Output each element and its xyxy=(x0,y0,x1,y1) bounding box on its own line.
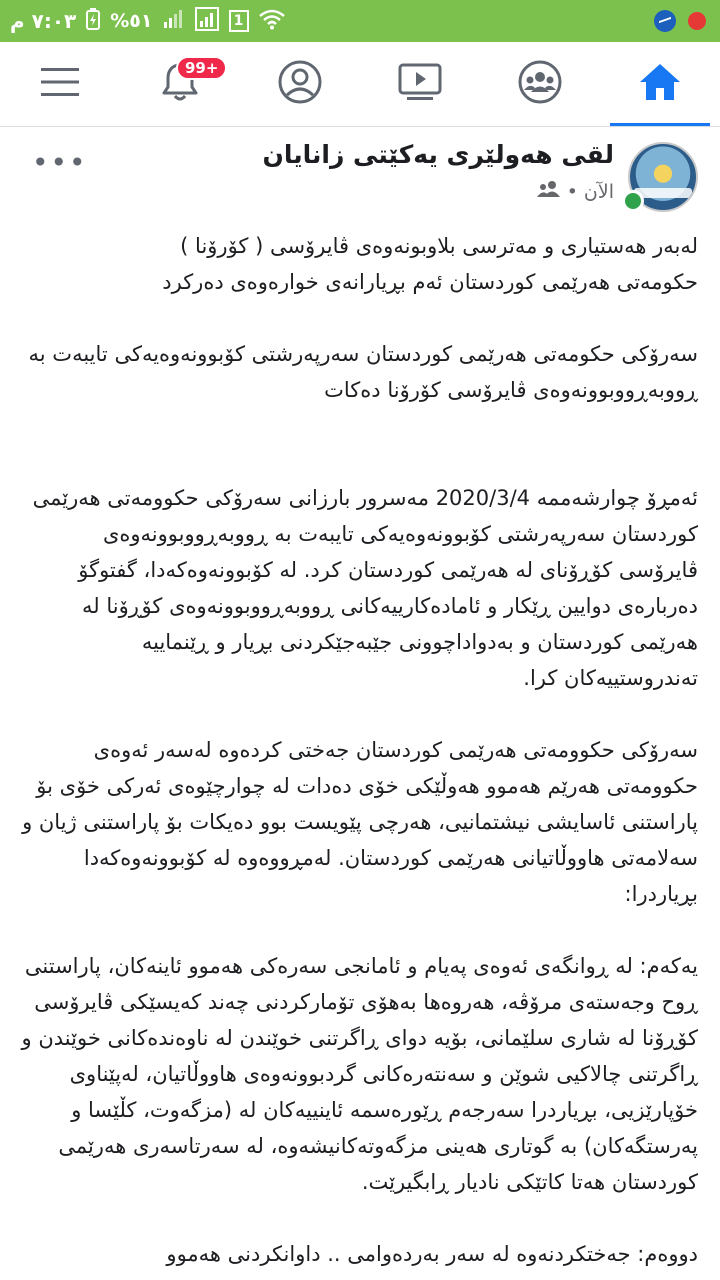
battery-icon xyxy=(86,8,100,34)
sim-icon: 1 xyxy=(229,10,249,32)
separator-dot: • xyxy=(566,180,578,203)
post-header xyxy=(0,126,720,226)
status-bar xyxy=(0,0,720,42)
messenger-icon xyxy=(654,10,676,32)
wifi-icon xyxy=(259,8,285,34)
more-options-icon[interactable]: ••• xyxy=(32,146,88,179)
post-paragraph-2: سەرۆکی حکومەتی هەرێمی کوردستان سەرپەرشتی کۆبوونەوەیەکی تایبەت بە ڕووبەڕووبوونەوەی ڤایرۆسی کۆرۆنا دەکات xyxy=(28,342,698,402)
tab-profile[interactable] xyxy=(240,42,360,126)
tab-notifications[interactable] xyxy=(120,42,240,126)
home-icon xyxy=(638,61,682,107)
recording-icon xyxy=(688,12,706,30)
page-name[interactable]: لقی هەولێری یەکێتی زانایان xyxy=(262,140,614,169)
menu-icon xyxy=(40,66,80,102)
friends-icon xyxy=(537,180,561,203)
tab-home[interactable] xyxy=(600,42,720,126)
tab-watch[interactable] xyxy=(360,42,480,126)
profile-icon xyxy=(277,59,323,109)
signal-icon-2 xyxy=(195,7,219,35)
post-paragraph-4: سەرۆکی حکوومەتی هەرێمی کوردستان جەختی کردەوە لەسەر ئەوەی حکوومەتی هەرێم هەموو هەوڵێکی خۆی دەدات لە چوارچێوەی ئەرکی خۆی بۆ پاراستنی ئاسایشی نیشتمانیی، هەرچی پێویست بوو دەیکات بۆ پاراستنی ژیان و سەلامەتی هاووڵاتیانی هەرێمی کوردستان. لەمڕووەوە لە کۆبوونەوەکەدا بڕیاردرا: xyxy=(22,738,698,906)
post-paragraph-6: دووەم: جەختکردنەوە لە سەر بەردەوامی .. داوانکردنی هەموو xyxy=(166,1242,698,1266)
post-paragraph-3: ئەمڕۆ چوارشەممە 2020/3/4 مەسرور بارزانی سەرۆکی حکوومەتی هەرێمی کوردستان سەرپەرشتی کۆبوونەوەیەکی تایبەت بە ڕووبەڕووبوونەوەی ڤایرۆسی کۆڕۆنای لە هەرێمی کوردستان کرد. لە کۆبوونەوەکەدا، گفتوگۆ دەربارەی دوایین ڕێکار و ئامادەکارییەکانی ڕووبەڕووبوونەوەی کۆڕۆنا لە هەرێمی کوردستان و بەدواداچوونی جێبەجێکردنی بڕیار و ڕێنماییە تەندروستییەکان کرا. xyxy=(32,486,698,690)
status-right xyxy=(654,0,706,42)
status-left xyxy=(10,0,285,42)
online-indicator xyxy=(622,190,644,212)
post-paragraph-1: لەبەر هەستیاری و مەترسی بلاوبونەوەی ڤایرۆسی ( کۆرۆنا ) حکومەتی هەرێمی کوردستان ئەم بڕیارانەی خوارەوەی دەرکرد xyxy=(162,234,698,294)
top-nav-bar xyxy=(0,42,720,127)
groups-icon xyxy=(517,59,563,109)
battery-percent: %٥١ xyxy=(110,10,153,32)
post-paragraph-5: یەکەم: لە ڕوانگەی ئەوەی پەیام و ئامانجی سەرەکی هەموو ئاینەکان، پاراستنی ڕوح وجەستەی مرۆڤە، هەروەها بەهۆی تۆمارکردنی چەند کەیسێکی ڤایرۆسی کۆڕۆنا لە شاری سلێمانی، بۆیە دوای ڕاگرتنی خوێندن لە ناوەندەکانی خوێندن و ڕاگرتنی چالاکیی شوێن و سەنتەرەکانی گردبوونەوەی هاووڵاتیان، لەپێناوی خۆپارێزیی، بڕیاردرا سەرجەم ڕێورەسمە ئاینییەکان لە (مزگەوت، کڵێسا و پەرستگەکان) بە گوتاری هەینی مزگەوتەکانیشەوە، لە سەرتاسەری هەرێمی کوردستان هەتا کاتێکی نادیار ڕابگیرێت. xyxy=(21,954,698,1194)
notification-badge: 99+ xyxy=(176,56,227,80)
status-time: ٧:٠٣ م xyxy=(10,9,77,33)
post-body xyxy=(20,228,698,1272)
signal-icon xyxy=(163,8,185,34)
post-meta xyxy=(537,180,614,203)
tab-menu[interactable] xyxy=(0,42,120,126)
tab-groups[interactable] xyxy=(480,42,600,126)
watch-icon xyxy=(397,62,443,106)
post-time[interactable]: الآن xyxy=(583,180,614,203)
